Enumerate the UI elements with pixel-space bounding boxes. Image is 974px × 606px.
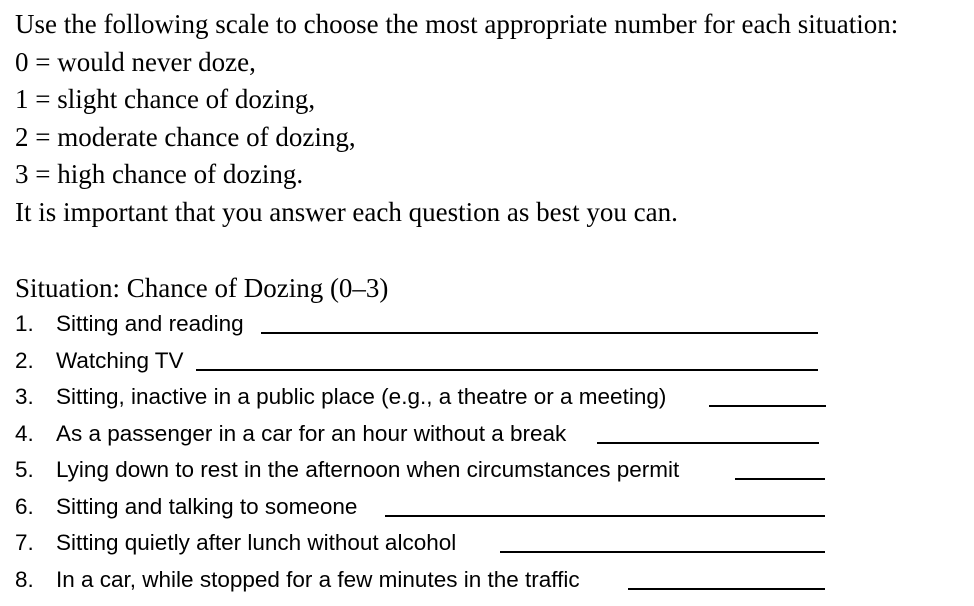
- scale-option-3: 3 = high chance of dozing.: [15, 159, 304, 189]
- answer-blank[interactable]: [196, 369, 818, 371]
- item-label: Sitting and reading: [56, 311, 244, 336]
- item-label: Watching TV: [56, 347, 184, 373]
- list-item: [0, 416, 974, 452]
- list-item: [0, 525, 974, 561]
- instruction-line: Use the following scale to choose the most appropriate number for each situation:: [15, 9, 899, 39]
- item-number: 4.: [15, 420, 34, 446]
- item-number: 3.: [15, 384, 34, 409]
- answer-blank[interactable]: [735, 478, 825, 480]
- item-number: 6.: [15, 493, 34, 519]
- answer-blank[interactable]: [628, 588, 825, 590]
- item-label: Sitting quietly after lunch without alcohol: [56, 530, 457, 555]
- item-label: Sitting and talking to someone: [56, 493, 358, 519]
- answer-blank[interactable]: [709, 405, 826, 407]
- answer-blank[interactable]: [261, 332, 818, 334]
- answer-blank[interactable]: [597, 442, 819, 444]
- item-number: 8.: [15, 566, 34, 592]
- list-item: [0, 306, 974, 342]
- item-label: In a car, while stopped for a few minutes in the traffic: [56, 566, 580, 592]
- item-label: Lying down to rest in the afternoon when circumstances permit: [56, 457, 680, 482]
- answer-blank[interactable]: [385, 515, 825, 517]
- answer-blank[interactable]: [500, 551, 825, 553]
- list-item: [0, 343, 974, 379]
- instruction-note: It is important that you answer each question as best you can.: [15, 196, 678, 227]
- scale-option-2: 2 = moderate chance of dozing,: [15, 121, 356, 152]
- list-item: [0, 452, 974, 488]
- item-label: Sitting, inactive in a public place (e.g., a theatre or a meeting): [56, 384, 667, 409]
- list-item: [0, 379, 974, 415]
- item-number: 7.: [15, 530, 34, 555]
- item-label: As a passenger in a car for an hour without a break: [56, 420, 567, 446]
- list-item: [0, 489, 974, 525]
- item-number: 1.: [15, 311, 34, 336]
- scale-instructions: [15, 6, 970, 231]
- scale-option-1: 1 = slight chance of dozing,: [15, 84, 316, 114]
- item-number: 2.: [15, 347, 34, 373]
- list-item: [0, 562, 974, 598]
- situation-header: Situation: Chance of Dozing (0–3): [15, 273, 389, 303]
- scale-option-0: 0 = would never doze,: [15, 46, 256, 77]
- item-number: 5.: [15, 457, 34, 482]
